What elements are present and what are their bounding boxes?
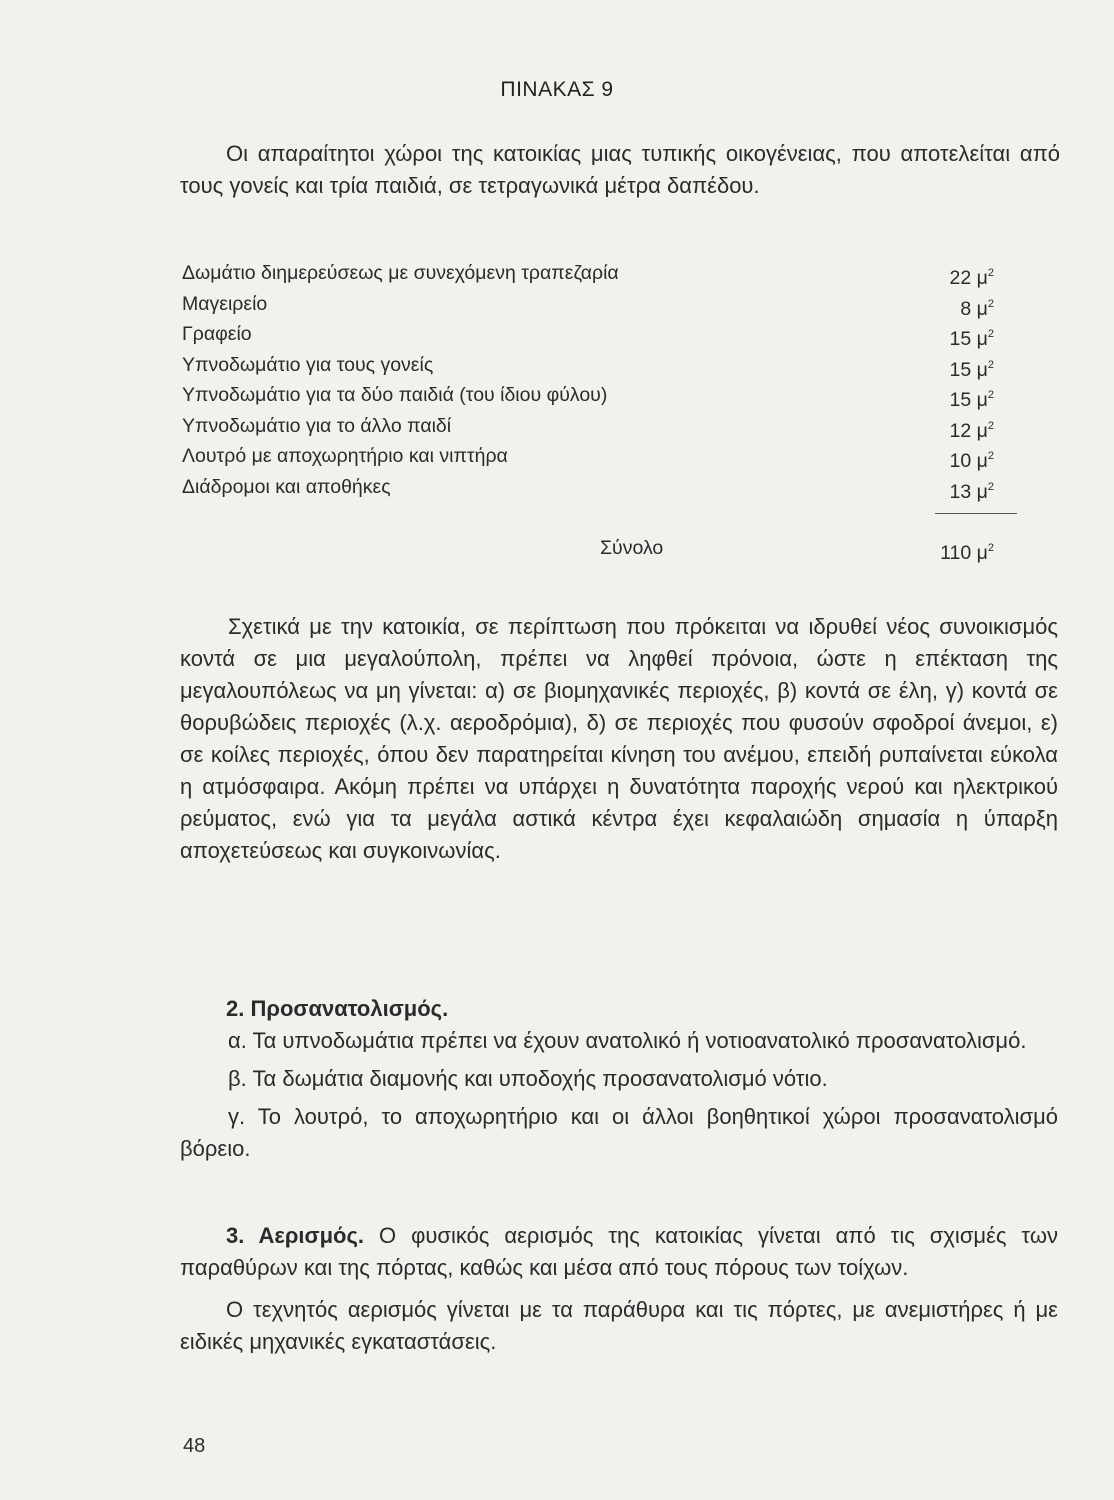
room-area: 15 $\mu^2$ — [949, 358, 994, 381]
list-item: β. Τα δωμάτια διαμονής και υποδοχής προσανατολισμό νότιο. — [228, 1066, 828, 1091]
intro-paragraph: Οι απαραίτητοι χώροι της κατοικίας μιας τυπικής οικογένειας, που αποτελείται από τους γονείς και τρία παιδιά, σε τετραγωνικά μέτρα δαπέδου. — [180, 141, 1060, 198]
table-title: ΠΙΝΑΚΑΣ 9 — [500, 78, 614, 101]
room-label: Υπνοδωμάτιο για τους γονείς — [182, 353, 434, 376]
table-row — [182, 472, 1022, 503]
room-label: Δωμάτιο διημερεύσεως με συνεχόμενη τραπεζαρία — [182, 262, 619, 284]
room-label: Λουτρό με αποχωρητήριο και νιπτήρα — [182, 445, 508, 467]
room-label: Διάδρομοι και αποθήκες — [182, 475, 391, 498]
room-label: Μαγειρείο — [182, 292, 268, 315]
table-row — [182, 258, 1022, 289]
room-label: Γραφείο — [182, 323, 252, 345]
room-area: 10 $\mu^2$ — [949, 450, 994, 472]
table-row — [182, 319, 1022, 350]
artificial-ventilation-paragraph: Ο τεχνητός αερισμός γίνεται με τα παράθυρα και τις πόρτες, με ανεμιστήρες ή με ειδικές μηχανικές εγκαταστάσεις. — [180, 1297, 1058, 1354]
room-label: Υπνοδωμάτιο για τα δύο παιδιά (του ίδιου φύλου) — [182, 384, 608, 406]
settlement-paragraph: Σχετικά με την κατοικία, σε περίπτωση που πρόκειται να ιδρυθεί νέος συνοικισμός κοντά σε μια μεγαλούπολη, πρέπει να ληφθεί πρόνοια, ώστε η επέκταση της μεγαλουπόλεως να μη γίνεται: α) σε βιομηχανικές περιοχές, β) κοντά σε έλη, γ) κοντά σε θορυβώδεις περιοχές (λ.χ. αεροδρόμια), δ) σε περιοχές που φυσούν σφοδροί άνεμοι, ε) σε κοίλες περιοχές, όπου δεν παρατηρείται κίνηση του ανέμου, επειδή ρυπαίνεται εύκολα η ατμόσφαιρα. Ακόμη πρέπει να υπάρχει η δυνατότητα παροχής νερού και ηλεκτρικού ρεύματος, ενώ για τα μεγάλα αστικά κέντρα έχει κεφαλαιώδη σημασία η ύπαρξη αποχετεύσεως και συγκοινωνίας. — [180, 614, 1058, 863]
room-area: 13 $\mu^2$ — [949, 480, 994, 503]
total-label: Σύνολο — [600, 537, 664, 559]
room-area: 12 $\mu^2$ — [949, 419, 994, 442]
total-row — [182, 533, 1022, 563]
room-area: 15 $\mu^2$ — [949, 328, 994, 350]
room-area: 22 $\mu^2$ — [949, 267, 994, 289]
sum-divider — [935, 513, 1017, 514]
room-area: 8 $\mu^2$ — [960, 297, 994, 320]
page-number: 48 — [183, 1435, 206, 1457]
list-item: γ. Το λουτρό, το αποχωρητήριο και οι άλλοι βοηθητικοί χώροι προσανατολισμό βόρειο. — [180, 1104, 1058, 1161]
table-row — [182, 350, 1022, 381]
ventilation-paragraph: 3. Αερισμός. Ο φυσικός αερισμός της κατοικίας γίνεται από τις σχισμές των παραθύρων και της πόρτας, καθώς και μέσα από τους πόρους των τοίχων. — [180, 1223, 1058, 1280]
table-row — [182, 441, 1022, 472]
section-ventilation — [180, 1220, 1058, 1358]
list-item: α. Τα υπνοδωμάτια πρέπει να έχουν ανατολικό ή νοτιοανατολικό προσανατολισμό. — [228, 1028, 1027, 1053]
total-area: 110 $\mu^2$ — [940, 542, 994, 564]
rooms-table — [182, 258, 1022, 502]
table-row — [182, 289, 1022, 320]
section-heading: 2. Προσανατολισμός. — [226, 996, 449, 1021]
table-row — [182, 411, 1022, 442]
room-label: Υπνοδωμάτιο για το άλλο παιδί — [182, 414, 452, 437]
table-row — [182, 380, 1022, 411]
section-heading: 3. Αερισμός. — [226, 1223, 365, 1248]
section-orientation — [180, 993, 1058, 1165]
room-area: 15 $\mu^2$ — [949, 389, 994, 411]
